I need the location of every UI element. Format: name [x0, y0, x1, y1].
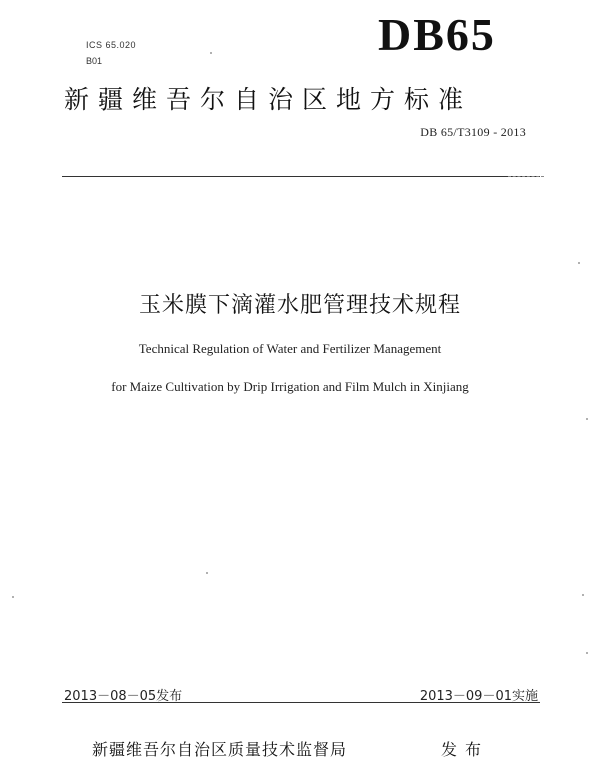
- standard-logo: DB65: [378, 9, 496, 60]
- publish-label: 发布: [441, 740, 490, 759]
- issue-date: 2013－08－05发布: [64, 689, 183, 704]
- scan-speck: [210, 52, 212, 54]
- title-chinese: 玉米膜下滴灌水肥管理技术规程: [138, 293, 461, 318]
- scan-speck: [582, 594, 584, 596]
- scan-speck: [12, 596, 14, 598]
- scan-speck: [586, 418, 588, 420]
- title-english-line-2: for Maize Cultivation by Drip Irrigation and Film Mulch in Xinjiang: [111, 379, 469, 394]
- standard-code: DB 65/T3109 - 2013: [420, 125, 526, 139]
- title-english-line-1: Technical Regulation of Water and Fertilizer Management: [138, 341, 442, 356]
- ccs-code: B01: [86, 56, 103, 66]
- bottom-divider: [62, 702, 540, 703]
- scan-speck: [586, 652, 588, 654]
- top-divider-tail: [508, 176, 544, 177]
- implementation-date: 2013－09－01实施: [419, 689, 538, 704]
- scan-speck: [206, 572, 208, 574]
- top-divider: [62, 176, 540, 177]
- scan-speck: [578, 262, 580, 264]
- ics-code: ICS 65.020: [86, 40, 137, 50]
- publisher-name: 新疆维吾尔自治区质量技术监督局: [92, 740, 348, 759]
- standard-type-heading: 新疆维吾尔自治区地方标准: [64, 85, 473, 114]
